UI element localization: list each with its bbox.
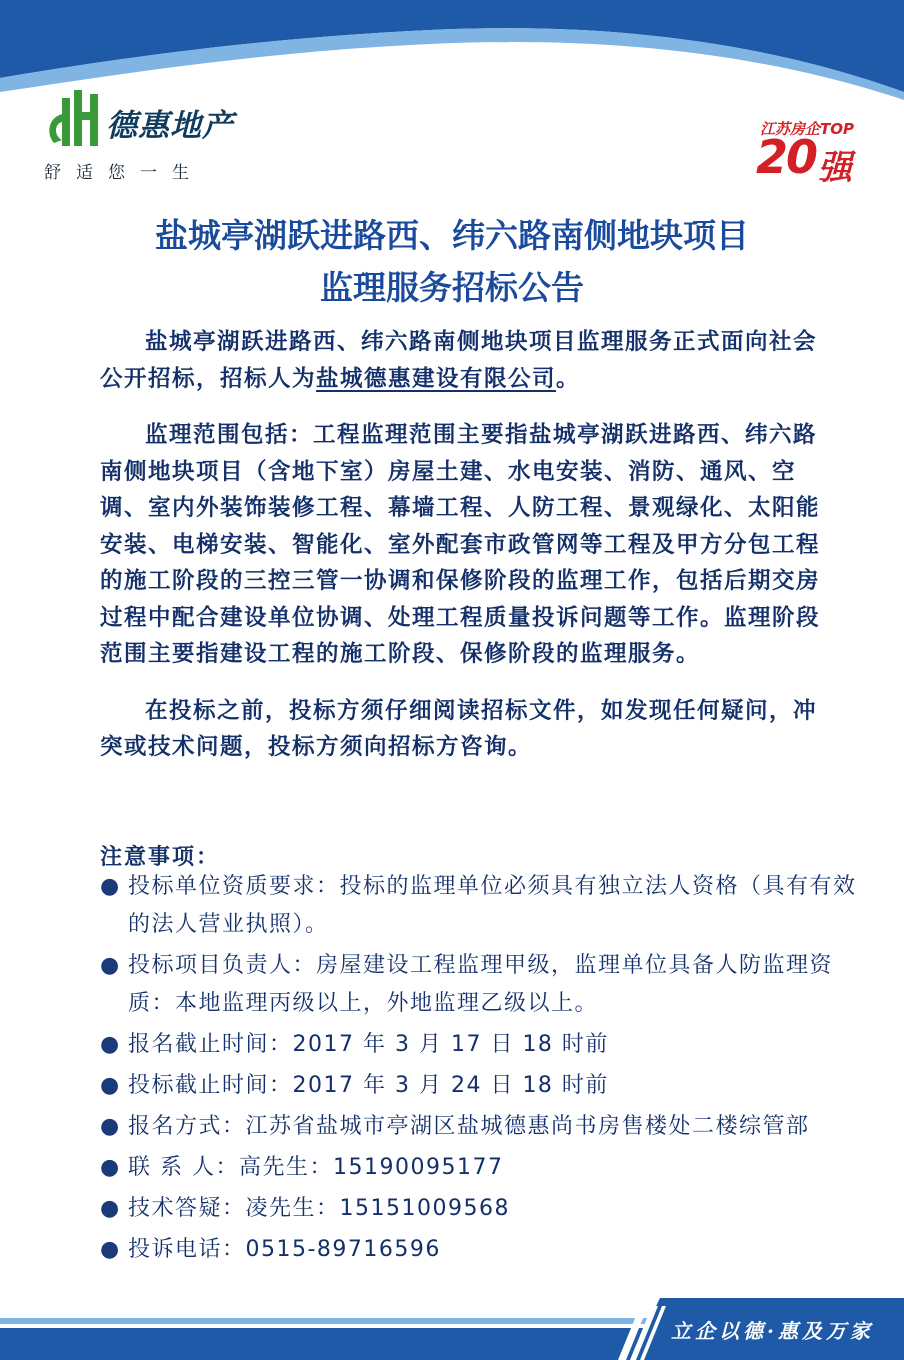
note-text: 报名截止时间：2017 年 3 月 17 日 18 时前 xyxy=(128,1032,609,1057)
note-item xyxy=(100,1231,870,1269)
badge-suffix: 强 xyxy=(818,148,852,188)
scope-paragraph: 监理范围包括：工程监理范围主要指盐城亭湖跃进路西、纬六路南侧地块项目（含地下室）房屋土建、水电安装、消防、通风、空调、室内外装饰装修工程、幕墙工程、人防工程、景观绿化、太阳能安装、电梯安装、智能化、室外配套市政管网等工程及甲方分包工程的施工阶段的三控三管一协调和保修阶段的监理工作，包括后期交房过程中配合建设单位协调、处理工程质量投诉问题等工作。监理阶段范围主要指建设工程的施工阶段、保修阶段的监理服务。 xyxy=(100,422,821,667)
top20-badge xyxy=(752,118,872,188)
notice-title xyxy=(0,210,904,314)
notes-heading: 注意事项： xyxy=(100,845,221,870)
notes-list xyxy=(100,868,870,1272)
title-line-2: 监理服务招标公告 xyxy=(320,268,584,307)
company-logo xyxy=(44,88,274,188)
notice-body xyxy=(100,324,820,766)
bullet-icon: ● xyxy=(100,1073,121,1098)
bullet-icon: ● xyxy=(100,1237,121,1262)
note-item xyxy=(100,868,870,944)
note-text: 联 系 人：高先生：15190095177 xyxy=(128,1155,504,1180)
bullet-icon: ● xyxy=(100,953,121,978)
bullet-icon: ● xyxy=(100,1114,121,1139)
note-text: 投标截止时间：2017 年 3 月 24 日 18 时前 xyxy=(128,1073,609,1098)
note-item xyxy=(100,1190,870,1228)
note-item xyxy=(100,947,870,1023)
intro-text: 盐城亭湖跃进路西、纬六路南侧地块项目监理服务正式面向社会公开招标，招标人为 xyxy=(100,329,818,392)
note-text: 投标单位资质要求：投标的监理单位必须具有独立法人资格（具有有效的法人营业执照）。 xyxy=(128,874,857,937)
badge-number: 20 xyxy=(756,130,817,184)
brand-slogan: 舒适您一生 xyxy=(44,163,204,183)
bullet-icon: ● xyxy=(100,1196,121,1221)
note-item xyxy=(100,1067,870,1105)
note-item xyxy=(100,1149,870,1187)
note-text: 投标项目负责人：房屋建设工程监理甲级，监理单位具备人防监理资质：本地监理丙级以上，外地监理乙级以上。 xyxy=(128,953,834,1016)
tenderer-name: 盐城德惠建设有限公司 xyxy=(316,365,557,392)
brand-name: 德惠地产 xyxy=(106,108,234,144)
bullet-icon: ● xyxy=(100,874,121,899)
note-item xyxy=(100,1026,870,1064)
title-line-1: 盐城亭湖跃进路西、纬六路南侧地块项目 xyxy=(155,216,749,255)
intro-end: 。 xyxy=(556,365,581,392)
note-item xyxy=(100,1108,870,1146)
note-text: 报名方式：江苏省盐城市亭湖区盐城德惠尚书房售楼处二楼综管部 xyxy=(128,1114,810,1139)
badge-caption: 江苏房企TOP xyxy=(760,120,854,138)
bullet-icon: ● xyxy=(100,1032,121,1057)
bullet-icon: ● xyxy=(100,1155,121,1180)
dh-logo-icon xyxy=(44,88,104,158)
note-text: 技术答疑：凌先生：15151009568 xyxy=(128,1196,510,1221)
note-text: 投诉电话：0515-89716596 xyxy=(128,1237,441,1262)
footer-motto: 立企以德·惠及万家 xyxy=(671,1319,874,1343)
advice-paragraph: 在投标之前，投标方须仔细阅读招标文件，如发现任何疑问，冲突或技术问题，投标方须向招标方咨询。 xyxy=(100,697,818,760)
intro-paragraph xyxy=(100,324,820,397)
